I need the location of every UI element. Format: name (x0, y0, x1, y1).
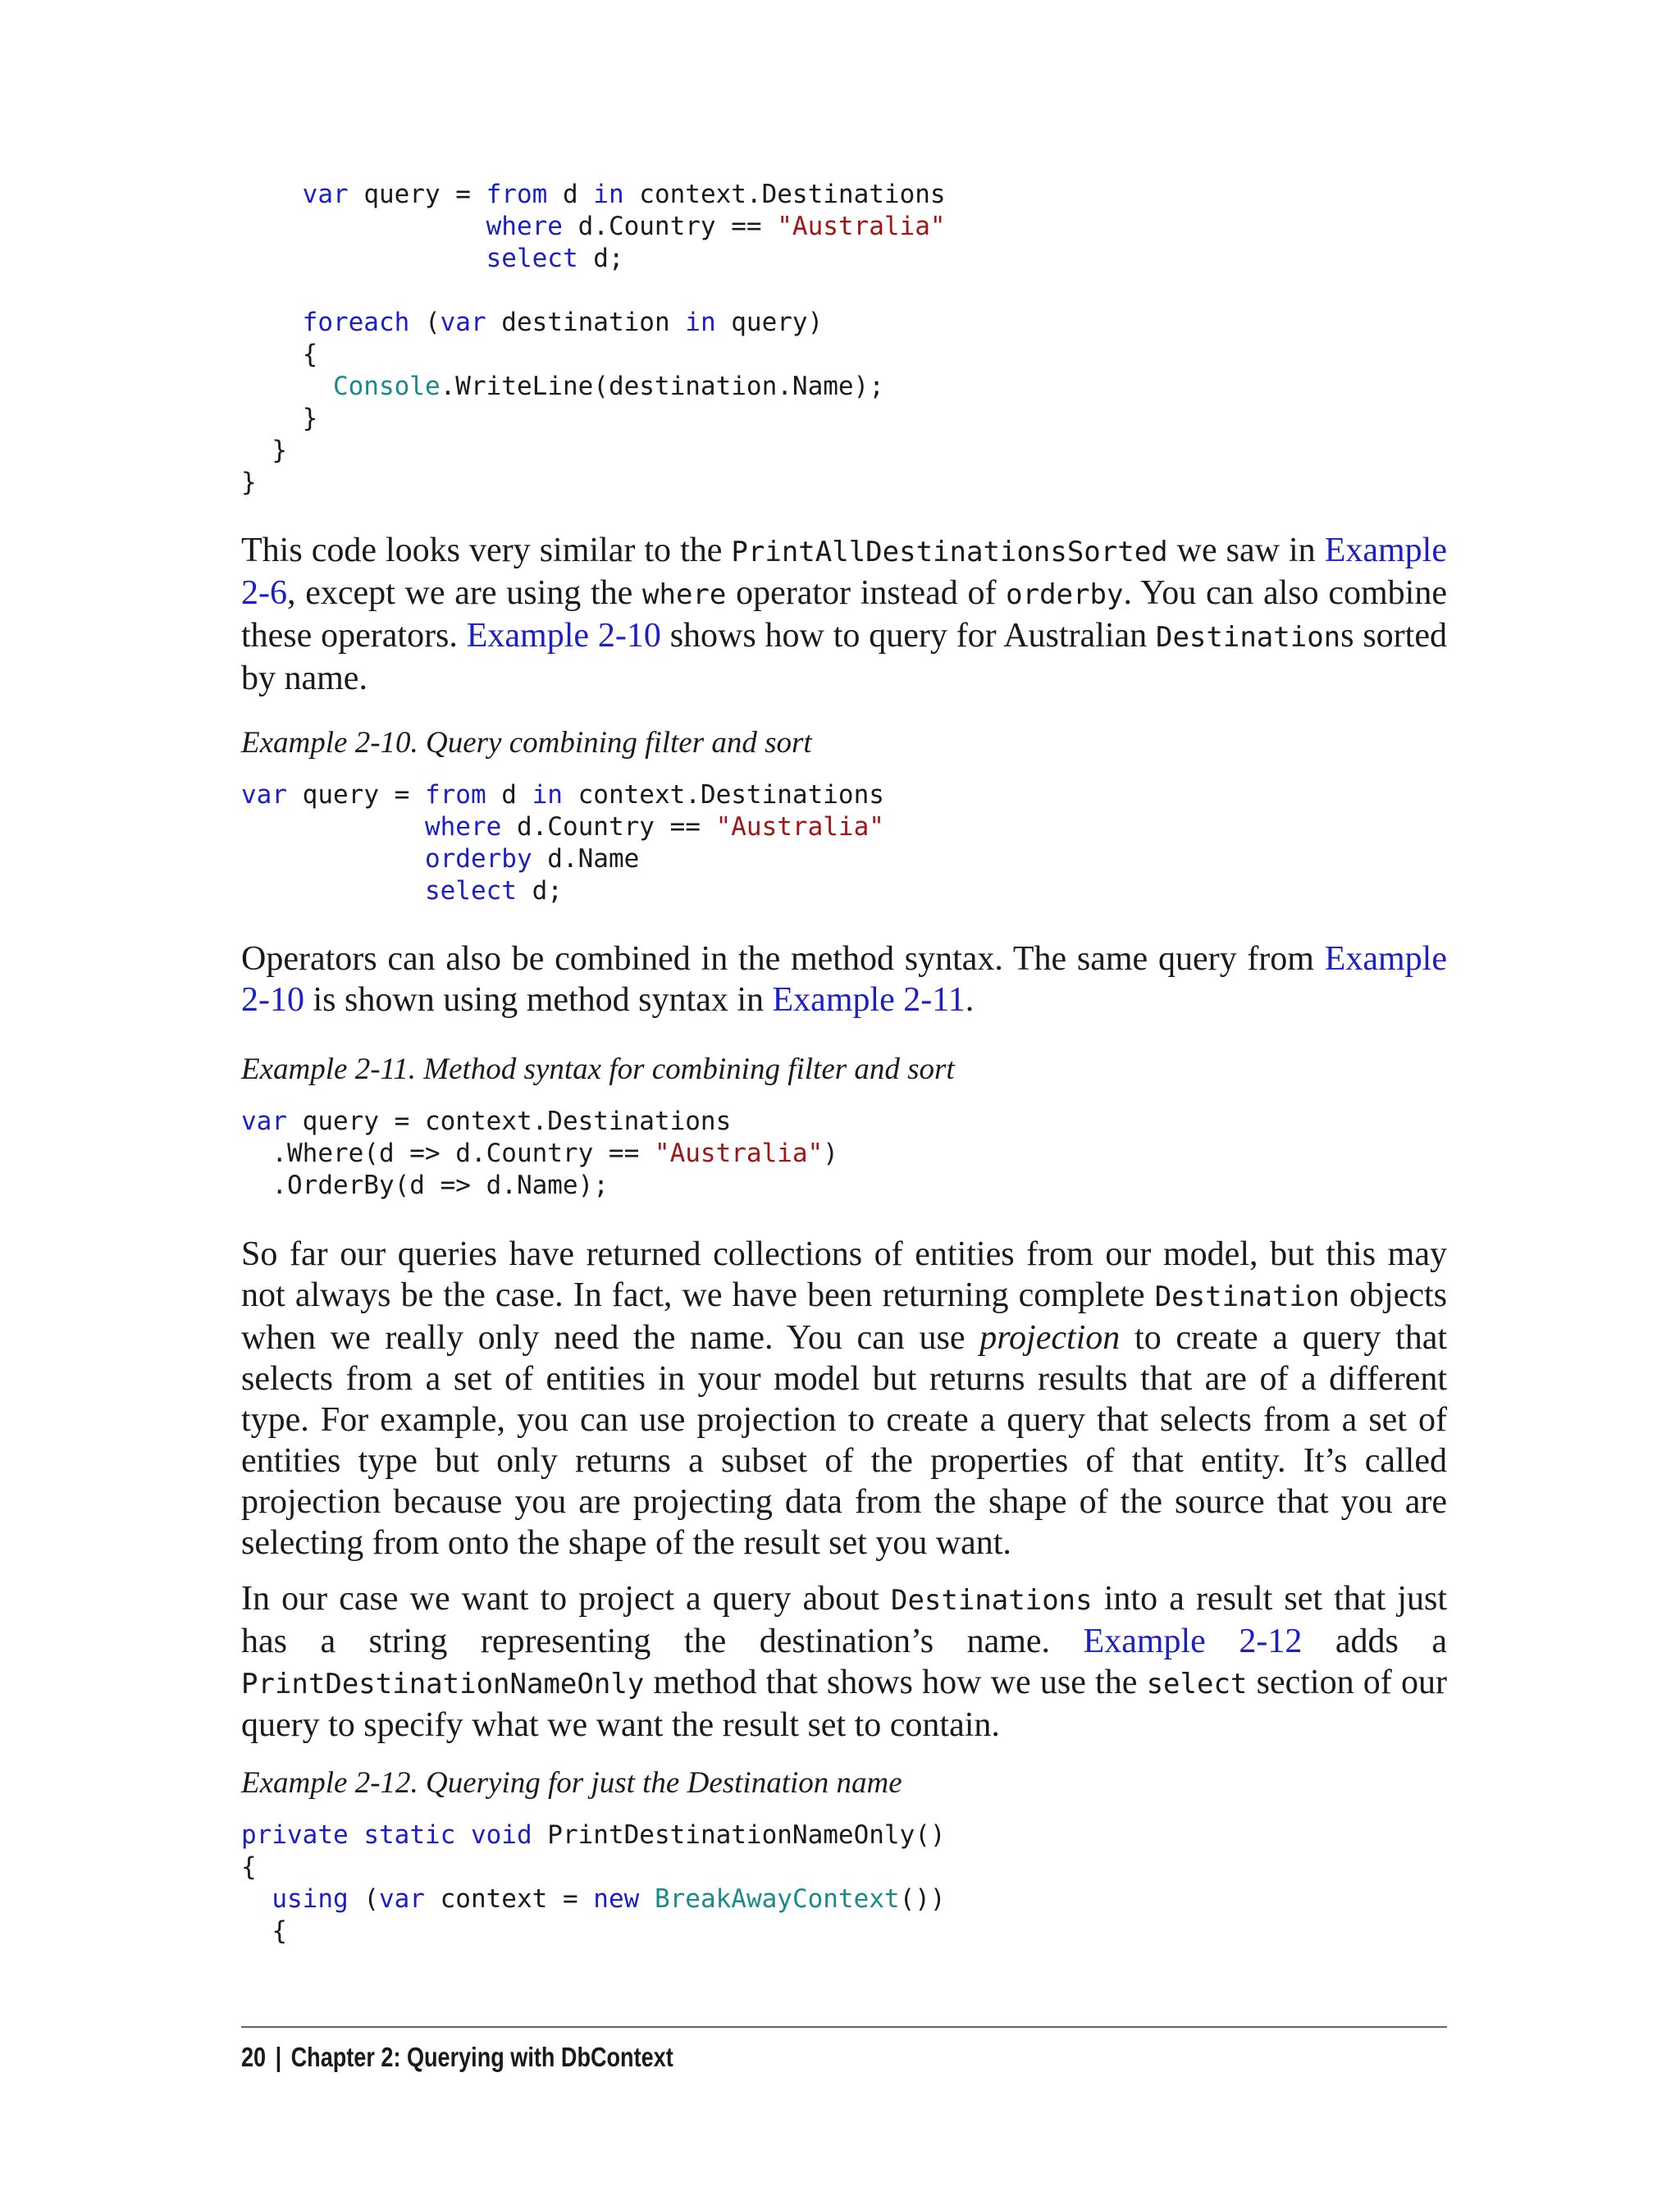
text-run: . (965, 981, 975, 1019)
code-block-example-2-11 (241, 1106, 838, 1202)
code-token: } (241, 468, 257, 497)
page-number: 20 (241, 2042, 267, 2072)
text-run: is shown using method syntax in (304, 981, 773, 1019)
code-token: var (378, 1884, 425, 1914)
code-token: where (486, 212, 563, 241)
inline-code: PrintAllDestinationsSorted (731, 536, 1168, 568)
inline-code: PrintDestinationNameOnly (241, 1668, 645, 1701)
code-token: query = (348, 180, 486, 209)
emphasis-term: projection (979, 1319, 1121, 1357)
inline-code: Destinations (890, 1584, 1093, 1617)
cross-reference-link[interactable]: Example 2-11 (772, 981, 966, 1019)
code-token: "Australia" (715, 812, 884, 842)
code-token: context = (424, 1884, 594, 1914)
code-token: var (302, 180, 349, 209)
code-token: void (470, 1820, 532, 1850)
code-token: context.Destinations (623, 180, 946, 209)
code-token: select (424, 876, 517, 906)
cross-reference-link[interactable]: Example 2-12 (1083, 1623, 1303, 1660)
example-caption: Example 2-11. Method syntax for combining filter and sort (241, 1052, 955, 1086)
code-block-query-filter (241, 179, 946, 499)
code-token: orderby (424, 844, 532, 874)
chapter-title: Chapter 2: Querying with DbContext (290, 2042, 673, 2072)
text-run: we saw in (1167, 532, 1325, 569)
code-token: ( (348, 1884, 379, 1914)
code-token: .WriteLine(destination.Name); (440, 372, 884, 401)
cross-reference-link[interactable]: Example 2-10 (466, 617, 661, 655)
code-token: in (532, 780, 563, 810)
inline-code: where (642, 578, 727, 611)
text-run: , except we are using the (287, 574, 643, 612)
code-token: context.Destinations (562, 780, 884, 810)
body-paragraph (241, 938, 1447, 1020)
code-token: "Australia" (777, 212, 946, 241)
inline-code: Destination (1154, 1281, 1340, 1313)
code-token (241, 876, 425, 906)
text-run: shows how to query for Australian (660, 617, 1156, 655)
code-token: private (241, 1820, 349, 1850)
footer-separator: | (275, 2042, 282, 2072)
body-paragraph (241, 530, 1447, 699)
code-token: var (241, 780, 287, 810)
code-token: .OrderBy(d => d.Name); (241, 1171, 609, 1200)
text-run: In our case we want to project a query about (241, 1580, 891, 1618)
code-token: { (241, 1916, 287, 1946)
code-token: { (241, 1852, 257, 1882)
text-run: So far our queries have returned collections of entities from our model, but this may not always be the case. In fact, we have been returning complete (241, 1235, 1447, 1314)
code-token: query = (287, 780, 425, 810)
text-run: s sorted by name. (241, 617, 1447, 697)
code-token: { (302, 340, 318, 369)
code-token: static (363, 1820, 456, 1850)
code-token: in (593, 180, 624, 209)
inline-code: select (1146, 1668, 1248, 1701)
inline-code: orderby (1006, 578, 1124, 611)
code-token: d.Name (532, 844, 640, 874)
code-token: in (685, 308, 716, 337)
body-paragraph (241, 1234, 1447, 1564)
text-run: adds a (1302, 1623, 1447, 1660)
code-token: from (424, 780, 486, 810)
code-token: BreakAwayContext (654, 1884, 900, 1914)
code-token: ) (823, 1139, 838, 1168)
code-token: Console (332, 372, 441, 401)
text-run: section of our query to specify what we want the result set to contain. (241, 1664, 1447, 1744)
text-run: to create a query that selects from a set of entities in your model but returns results that are of a different type. For example, you can use projection to create a query that selects from a set of entities type but only returns a subset of the properties of that entity. It’s called projection because you are projecting data from the shape of the source that you are selecting from onto the shape of the result set you want. (241, 1319, 1448, 1562)
text-run: method that shows how we use the (644, 1664, 1147, 1701)
text-run: operator instead of (726, 574, 1007, 612)
page-footer (241, 2039, 673, 2075)
code-token: } (272, 436, 287, 465)
code-token: new (593, 1884, 640, 1914)
text-run: objects when we really only need the name. You can use (241, 1276, 1447, 1357)
code-token (241, 1884, 272, 1914)
code-token: from (486, 180, 548, 209)
code-token: d; (578, 244, 624, 273)
code-token: d (547, 180, 594, 209)
code-token: var (440, 308, 486, 337)
code-token: foreach (302, 308, 410, 337)
body-paragraph (241, 1578, 1447, 1746)
code-token: select (486, 244, 578, 273)
inline-code: Destination (1155, 621, 1341, 654)
code-token (241, 844, 425, 874)
code-token: d.Country == (501, 812, 716, 842)
code-token: where (424, 812, 502, 842)
code-token: .Where(d => d.Country == (241, 1139, 655, 1168)
text-run: This code looks very similar to the (241, 532, 732, 569)
example-caption: Example 2-12. Querying for just the Destination name (241, 1766, 902, 1800)
cross-reference-link[interactable]: Example 2-10 (241, 940, 1447, 1019)
code-token: query = context.Destinations (287, 1107, 732, 1136)
code-block-example-2-10 (241, 779, 884, 907)
code-token: d.Country == (562, 212, 778, 241)
text-run: Operators can also be combined in the method syntax. The same query from (241, 940, 1325, 978)
code-token: ()) (899, 1884, 946, 1914)
code-token: } (302, 404, 318, 433)
code-token: destination (486, 308, 686, 337)
code-token (303, 244, 486, 273)
example-caption: Example 2-10. Query combining filter and sort (241, 726, 812, 760)
code-token: var (241, 1107, 287, 1136)
code-block-example-2-12 (241, 1819, 946, 1947)
code-token (241, 812, 425, 842)
code-token: PrintDestinationNameOnly() (532, 1820, 946, 1850)
code-token: ( (409, 308, 441, 337)
cross-reference-link[interactable]: Example 2-6 (241, 532, 1447, 612)
code-token (303, 212, 486, 241)
code-token: using (272, 1884, 349, 1914)
code-token: "Australia" (654, 1139, 824, 1168)
footer-rule (241, 2026, 1447, 2028)
code-token: d; (516, 876, 563, 906)
text-run: into a result set that just has a string representing the destination’s name. (241, 1580, 1447, 1660)
code-token: d (486, 780, 532, 810)
code-token: query) (715, 308, 824, 337)
text-run: . You can also combine these operators. (241, 574, 1447, 655)
